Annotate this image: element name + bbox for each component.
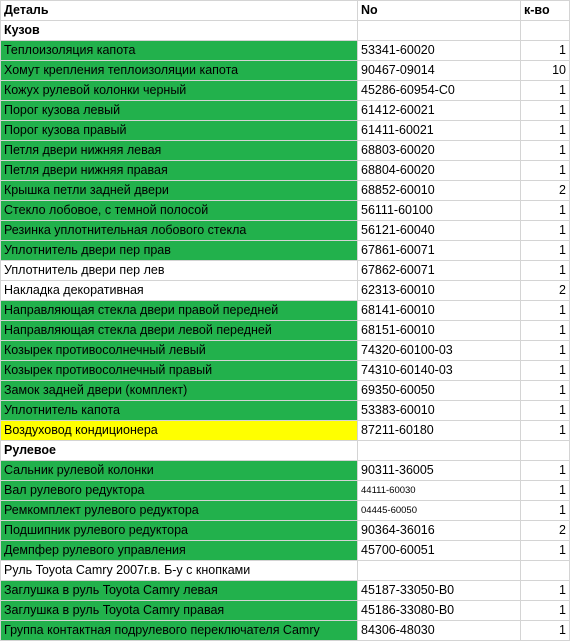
table-row — [1, 241, 570, 261]
quantity-cell[interactable]: 1 — [521, 301, 570, 321]
part-name-cell[interactable]: Уплотнитель капота — [1, 401, 358, 421]
part-number-cell[interactable]: 68141-60010 — [358, 301, 521, 321]
table-row — [1, 541, 570, 561]
header-qty-cell[interactable]: к-во — [521, 1, 570, 21]
table-row — [1, 161, 570, 181]
quantity-cell[interactable]: 1 — [521, 421, 570, 441]
part-number-cell[interactable]: 45700-60051 — [358, 541, 521, 561]
table-row — [1, 461, 570, 481]
quantity-cell[interactable]: 1 — [521, 261, 570, 281]
table-row — [1, 61, 570, 81]
part-name-cell[interactable]: Замок задней двери (комплект) — [1, 381, 358, 401]
quantity-cell[interactable]: 1 — [521, 121, 570, 141]
part-number-cell[interactable]: 53341-60020 — [358, 41, 521, 61]
table-row — [1, 601, 570, 621]
table-row — [1, 221, 570, 241]
quantity-cell[interactable]: 1 — [521, 341, 570, 361]
part-number-cell[interactable]: 56111-60100 — [358, 201, 521, 221]
part-number-cell[interactable]: 04445-60050 — [358, 501, 521, 521]
part-name-cell[interactable]: Заглушка в руль Toyota Camry левая — [1, 581, 358, 601]
part-name-cell[interactable]: Петля двери нижняя правая — [1, 161, 358, 181]
part-name-cell[interactable]: Козырек противосолнечный правый — [1, 361, 358, 381]
part-number-cell[interactable]: 67862-60071 — [358, 261, 521, 281]
quantity-cell[interactable]: 1 — [521, 361, 570, 381]
part-number-cell[interactable] — [358, 441, 521, 461]
table-row — [1, 501, 570, 521]
header-name-cell[interactable]: Деталь — [1, 1, 358, 21]
quantity-cell[interactable]: 1 — [521, 321, 570, 341]
part-name-cell[interactable]: Порог кузова левый — [1, 101, 358, 121]
part-name-cell[interactable]: Уплотнитель двери пер прав — [1, 241, 358, 261]
part-number-cell[interactable]: 68151-60010 — [358, 321, 521, 341]
part-number-cell[interactable]: 53383-60010 — [358, 401, 521, 421]
part-number-cell[interactable]: 90364-36016 — [358, 521, 521, 541]
quantity-cell[interactable]: 1 — [521, 81, 570, 101]
header-number-cell[interactable]: No — [358, 1, 521, 21]
part-name-cell[interactable]: Сальник рулевой колонки — [1, 461, 358, 481]
table-row — [1, 141, 570, 161]
part-number-cell[interactable]: 74320-60100-03 — [358, 341, 521, 361]
quantity-cell[interactable]: 10 — [521, 61, 570, 81]
part-number-cell[interactable]: 68804-60020 — [358, 161, 521, 181]
section-title-cell[interactable]: Рулевое — [1, 441, 358, 461]
table-row — [1, 521, 570, 541]
part-name-cell[interactable]: Кожух рулевой колонки черный — [1, 81, 358, 101]
table-row — [1, 481, 570, 501]
quantity-cell[interactable]: 1 — [521, 141, 570, 161]
part-name-cell[interactable]: Теплоизоляция капота — [1, 41, 358, 61]
part-number-cell[interactable]: 45286-60954-C0 — [358, 81, 521, 101]
quantity-cell[interactable]: 1 — [521, 581, 570, 601]
part-number-cell[interactable]: 67861-60071 — [358, 241, 521, 261]
quantity-cell[interactable]: 2 — [521, 281, 570, 301]
header-row — [1, 1, 570, 21]
part-number-cell[interactable]: 56121-60040 — [358, 221, 521, 241]
quantity-cell[interactable]: 1 — [521, 101, 570, 121]
table-row — [1, 81, 570, 101]
quantity-cell[interactable]: 1 — [521, 201, 570, 221]
part-name-cell[interactable]: Направляющая стекла двери левой передней — [1, 321, 358, 341]
part-name-cell[interactable]: Заглушка в руль Toyota Camry правая — [1, 601, 358, 621]
table-row — [1, 101, 570, 121]
part-number-cell[interactable]: 90311-36005 — [358, 461, 521, 481]
quantity-cell[interactable] — [521, 441, 570, 461]
part-number-cell[interactable] — [358, 561, 521, 581]
part-name-cell[interactable]: Уплотнитель двери пер лев — [1, 261, 358, 281]
part-number-cell[interactable]: 61412-60021 — [358, 101, 521, 121]
part-name-cell[interactable]: Ремкомплект рулевого редуктора — [1, 501, 358, 521]
table-row — [1, 281, 570, 301]
part-name-cell[interactable]: Демпфер рулевого управления — [1, 541, 358, 561]
quantity-cell[interactable]: 1 — [521, 241, 570, 261]
table-row — [1, 261, 570, 281]
part-number-cell[interactable]: 45187-33050-B0 — [358, 581, 521, 601]
table-row — [1, 561, 570, 581]
quantity-cell[interactable] — [521, 21, 570, 41]
table-row — [1, 181, 570, 201]
part-name-cell[interactable]: Крышка петли задней двери — [1, 181, 358, 201]
quantity-cell[interactable]: 2 — [521, 181, 570, 201]
quantity-cell[interactable]: 1 — [521, 381, 570, 401]
section-title-cell[interactable]: Кузов — [1, 21, 358, 41]
part-number-cell[interactable]: 84306-48030 — [358, 621, 521, 641]
table-row — [1, 321, 570, 341]
table-row — [1, 361, 570, 381]
quantity-cell[interactable]: 1 — [521, 541, 570, 561]
table-row — [1, 301, 570, 321]
table-row — [1, 621, 570, 641]
section-row — [1, 441, 570, 461]
part-name-cell[interactable]: Вал рулевого редуктора — [1, 481, 358, 501]
part-number-cell[interactable]: 87211-60180 — [358, 421, 521, 441]
part-name-cell[interactable]: Воздуховод кондиционера — [1, 421, 358, 441]
part-name-cell[interactable]: Хомут крепления теплоизоляции капота — [1, 61, 358, 81]
quantity-cell[interactable]: 1 — [521, 501, 570, 521]
part-number-cell[interactable] — [358, 21, 521, 41]
quantity-cell[interactable]: 1 — [521, 401, 570, 421]
part-name-cell[interactable]: Группа контактная подрулевого переключателя Camry — [1, 621, 358, 641]
part-number-cell[interactable]: 90467-09014 — [358, 61, 521, 81]
table-row — [1, 381, 570, 401]
part-name-cell[interactable]: Направляющая стекла двери правой передней — [1, 301, 358, 321]
part-name-cell[interactable]: Руль Toyota Camry 2007г.в. Б-у с кнопками — [1, 561, 358, 581]
table-row — [1, 401, 570, 421]
part-name-cell[interactable]: Подшипник рулевого редуктора — [1, 521, 358, 541]
part-name-cell[interactable]: Петля двери нижняя левая — [1, 141, 358, 161]
part-name-cell[interactable]: Накладка декоративная — [1, 281, 358, 301]
part-number-cell[interactable]: 74310-60140-03 — [358, 361, 521, 381]
quantity-cell[interactable] — [521, 561, 570, 581]
quantity-cell[interactable]: 1 — [521, 161, 570, 181]
quantity-cell[interactable]: 1 — [521, 481, 570, 501]
table-row — [1, 201, 570, 221]
quantity-cell[interactable]: 1 — [521, 41, 570, 61]
part-number-cell[interactable]: 62313-60010 — [358, 281, 521, 301]
parts-table-body — [1, 1, 570, 641]
table-row — [1, 121, 570, 141]
part-number-cell[interactable]: 69350-60050 — [358, 381, 521, 401]
part-number-cell[interactable]: 68852-60010 — [358, 181, 521, 201]
quantity-cell[interactable]: 2 — [521, 521, 570, 541]
part-number-cell[interactable]: 45186-33080-B0 — [358, 601, 521, 621]
part-number-cell[interactable]: 68803-60020 — [358, 141, 521, 161]
part-name-cell[interactable]: Стекло лобовое, с темной полосой — [1, 201, 358, 221]
quantity-cell[interactable]: 1 — [521, 621, 570, 641]
part-name-cell[interactable]: Порог кузова правый — [1, 121, 358, 141]
quantity-cell[interactable]: 1 — [521, 221, 570, 241]
table-row — [1, 421, 570, 441]
quantity-cell[interactable]: 1 — [521, 601, 570, 621]
part-name-cell[interactable]: Козырек противосолнечный левый — [1, 341, 358, 361]
part-number-cell[interactable]: 61411-60021 — [358, 121, 521, 141]
table-row — [1, 341, 570, 361]
section-row — [1, 21, 570, 41]
part-number-cell[interactable]: 44111-60030 — [358, 481, 521, 501]
table-row — [1, 41, 570, 61]
part-name-cell[interactable]: Резинка уплотнительная лобового стекла — [1, 221, 358, 241]
table-row — [1, 581, 570, 601]
quantity-cell[interactable]: 1 — [521, 461, 570, 481]
